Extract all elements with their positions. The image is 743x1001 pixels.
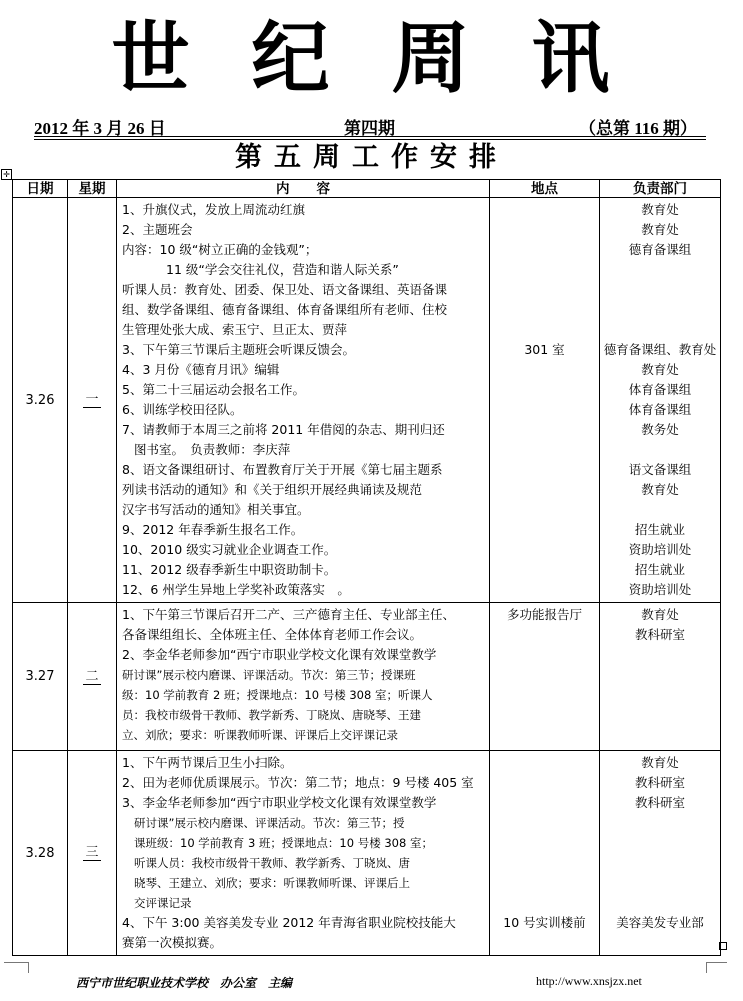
dept-line	[600, 300, 720, 320]
schedule-title: 第五周工作安排	[235, 142, 508, 173]
place-text: 301 室	[524, 342, 565, 357]
header-rule	[34, 136, 706, 137]
dept-line: 体育备课组	[628, 382, 692, 397]
dept-line: 德育备课组、教育处	[603, 342, 717, 357]
dept-line	[600, 440, 720, 460]
weekday-label: 二	[83, 670, 101, 685]
cell-dept	[600, 751, 721, 956]
content-line: 3、李金华老师参加“西宁市职业学校文化课有效课堂教学	[122, 795, 437, 810]
issue-total: （总第 116 期）	[579, 119, 698, 138]
dept-line: 教育处	[641, 222, 679, 237]
content-line: 研讨课”展示校内磨课、评课活动。节次：第三节；授	[134, 816, 405, 830]
header-content: 内 容	[117, 180, 490, 198]
content-line: 4、3 月份《德育月讯》编辑	[122, 362, 280, 377]
dept-line: 资助培训处	[628, 542, 692, 557]
schedule-table	[12, 179, 721, 956]
issue-date: 2012 年 3 月 26 日	[34, 119, 166, 138]
content-line: 员：我校市级骨干教师、教学新秀、丁晓岚、唐晓琴、王建	[122, 708, 421, 722]
content-line: 5、第二十三届运动会报名工作。	[122, 382, 305, 397]
content-line: 7、请教师于本周三之前将 2011 年借阅的杂志、期刊归还	[122, 422, 445, 437]
issue-line	[34, 114, 706, 136]
footer	[0, 968, 743, 998]
content-line: 内容：10 级“树立正确的金钱观”；	[122, 242, 318, 257]
cell-content	[117, 198, 490, 603]
content-line: 8、语文备课组研讨、布置教育厅关于开展《第七届主题系	[122, 462, 443, 477]
header-rule-thin	[34, 139, 706, 140]
content-line: 10、2010 级实习就业企业调查工作。	[122, 542, 337, 557]
table-header-row	[13, 180, 721, 198]
content-line: 各备课组组长、全体班主任、全体体育老师工作会议。	[122, 627, 423, 642]
dept-line: 语文备课组	[628, 462, 692, 477]
dept-line: 招生就业	[634, 522, 685, 537]
cell-date: 3.28	[13, 751, 68, 956]
content-line: 研讨课”展示校内磨课、评课活动。节次：第三节；授课班	[122, 668, 416, 682]
masthead-title: 世纪周讯	[111, 13, 672, 104]
content-line: 交评课记录	[134, 896, 192, 910]
header-week: 星期	[68, 180, 117, 198]
dept-line: 教育处	[641, 755, 679, 770]
content-line: 2、田为老师优质课展示。节次：第二节；地点：9 号楼 405 室	[122, 775, 474, 790]
cell-dept	[600, 603, 721, 751]
footer-url[interactable]: http://www.xnsjzx.net	[536, 974, 642, 988]
dept-line: 德育备课组	[628, 242, 692, 257]
content-line: 6、训练学校田径队。	[122, 402, 243, 417]
cell-content	[117, 751, 490, 956]
cell-place	[490, 751, 600, 956]
dept-line	[600, 873, 720, 893]
table-row	[13, 603, 721, 751]
dept-line: 教育处	[641, 362, 679, 377]
content-line: 组、数学备课组、德育备课组、体育备课组所有老师、住校	[122, 302, 448, 317]
header-dept: 负责部门	[600, 180, 721, 198]
weekday-label: 三	[83, 846, 101, 861]
dept-line	[600, 833, 720, 853]
header-date: 日期	[13, 180, 68, 198]
dept-line	[600, 280, 720, 300]
content-line: 生管理处张大成、索玉宁、旦正太、贾萍	[122, 322, 348, 337]
dept-line: 教科研室	[634, 775, 685, 790]
content-line: 图书室。 负责教师：李庆萍	[134, 442, 291, 457]
dept-line: 教科研室	[634, 795, 685, 810]
content-line: 4、下午 3:00 美容美发专业 2012 年青海省职业院校技能大	[122, 915, 456, 930]
content-line: 9、2012 年春季新生报名工作。	[122, 522, 304, 537]
cell-week	[68, 603, 117, 751]
table-row	[13, 198, 721, 603]
content-line: 1、升旗仪式，发放上周流动红旗	[122, 202, 305, 217]
content-line: 列读书活动的通知》和《关于组织开展经典诵读及规范	[122, 482, 423, 497]
content-line: 11 级“学会交往礼仪，营造和谐人际关系”	[166, 262, 399, 277]
cell-content	[117, 603, 490, 751]
content-line: 12、6 州学生异地上学奖补政策落实 。	[122, 582, 350, 597]
content-line: 听课人员：我校市级骨干教师、教学新秀、丁晓岚、唐	[134, 856, 410, 870]
dept-line	[600, 320, 720, 340]
content-line: 听课人员：教育处、团委、保卫处、语文备课组、英语备课	[122, 282, 448, 297]
place-text: 多功能报告厅	[506, 607, 582, 622]
weekday-label: 一	[83, 393, 101, 408]
table-row	[13, 751, 721, 956]
dept-line: 资助培训处	[628, 582, 692, 597]
content-line: 汉字书写活动的通知》相关事宜。	[122, 502, 310, 517]
cell-date: 3.26	[13, 198, 68, 603]
dept-line: 招生就业	[634, 562, 685, 577]
content-line: 级：10 学前教育 2 班；授课地点：10 号楼 308 室；听课人	[122, 688, 433, 702]
dept-line: 教务处	[641, 422, 679, 437]
footer-publisher: 西宁市世纪职业技术学校 办公室 主编	[76, 976, 293, 990]
dept-line: 教育处	[641, 607, 679, 622]
content-line: 立、刘欣；要求：听课教师听课、评课后上交评课记录	[122, 728, 398, 742]
content-line: 赛第一次模拟赛。	[122, 935, 223, 950]
dept-line: 教育处	[641, 482, 679, 497]
dept-line: 教育处	[641, 202, 679, 217]
content-line: 1、下午两节课后卫生小扫除。	[122, 755, 293, 770]
dept-line	[600, 260, 720, 280]
content-line: 课班级：10 学前教育 3 班；授课地点：10 号楼 308 室；	[134, 836, 433, 850]
dept-line	[600, 893, 720, 913]
issue-number: 第四期	[344, 119, 395, 138]
cell-dept	[600, 198, 721, 603]
cell-date: 3.27	[13, 603, 68, 751]
cell-place	[490, 198, 600, 603]
dept-line: 体育备课组	[628, 402, 692, 417]
cell-week	[68, 198, 117, 603]
dept-line	[600, 813, 720, 833]
content-line: 晓琴、王建立、刘欣；要求：听课教师听课、评课后上	[134, 876, 410, 890]
place-text: 10 号实训楼前	[503, 915, 586, 930]
content-line: 3、下午第三节课后主题班会听课反馈会。	[122, 342, 355, 357]
content-line: 11、2012 级春季新生中职资助制卡。	[122, 562, 337, 577]
dept-line	[600, 853, 720, 873]
table-resize-handle-icon[interactable]	[719, 942, 727, 950]
cell-week	[68, 751, 117, 956]
cell-place	[490, 603, 600, 751]
content-line: 1、下午第三节课后召开二产、三产德育主任、专业部主任、	[122, 607, 455, 622]
dept-line	[600, 500, 720, 520]
header-place: 地点	[490, 180, 600, 198]
dept-line: 教科研室	[634, 627, 685, 642]
content-line: 2、李金华老师参加“西宁市职业学校文化课有效课堂教学	[122, 647, 437, 662]
dept-line: 美容美发专业部	[616, 915, 704, 930]
content-line: 2、主题班会	[122, 222, 193, 237]
table-move-handle-icon[interactable]: ✛	[1, 169, 12, 180]
